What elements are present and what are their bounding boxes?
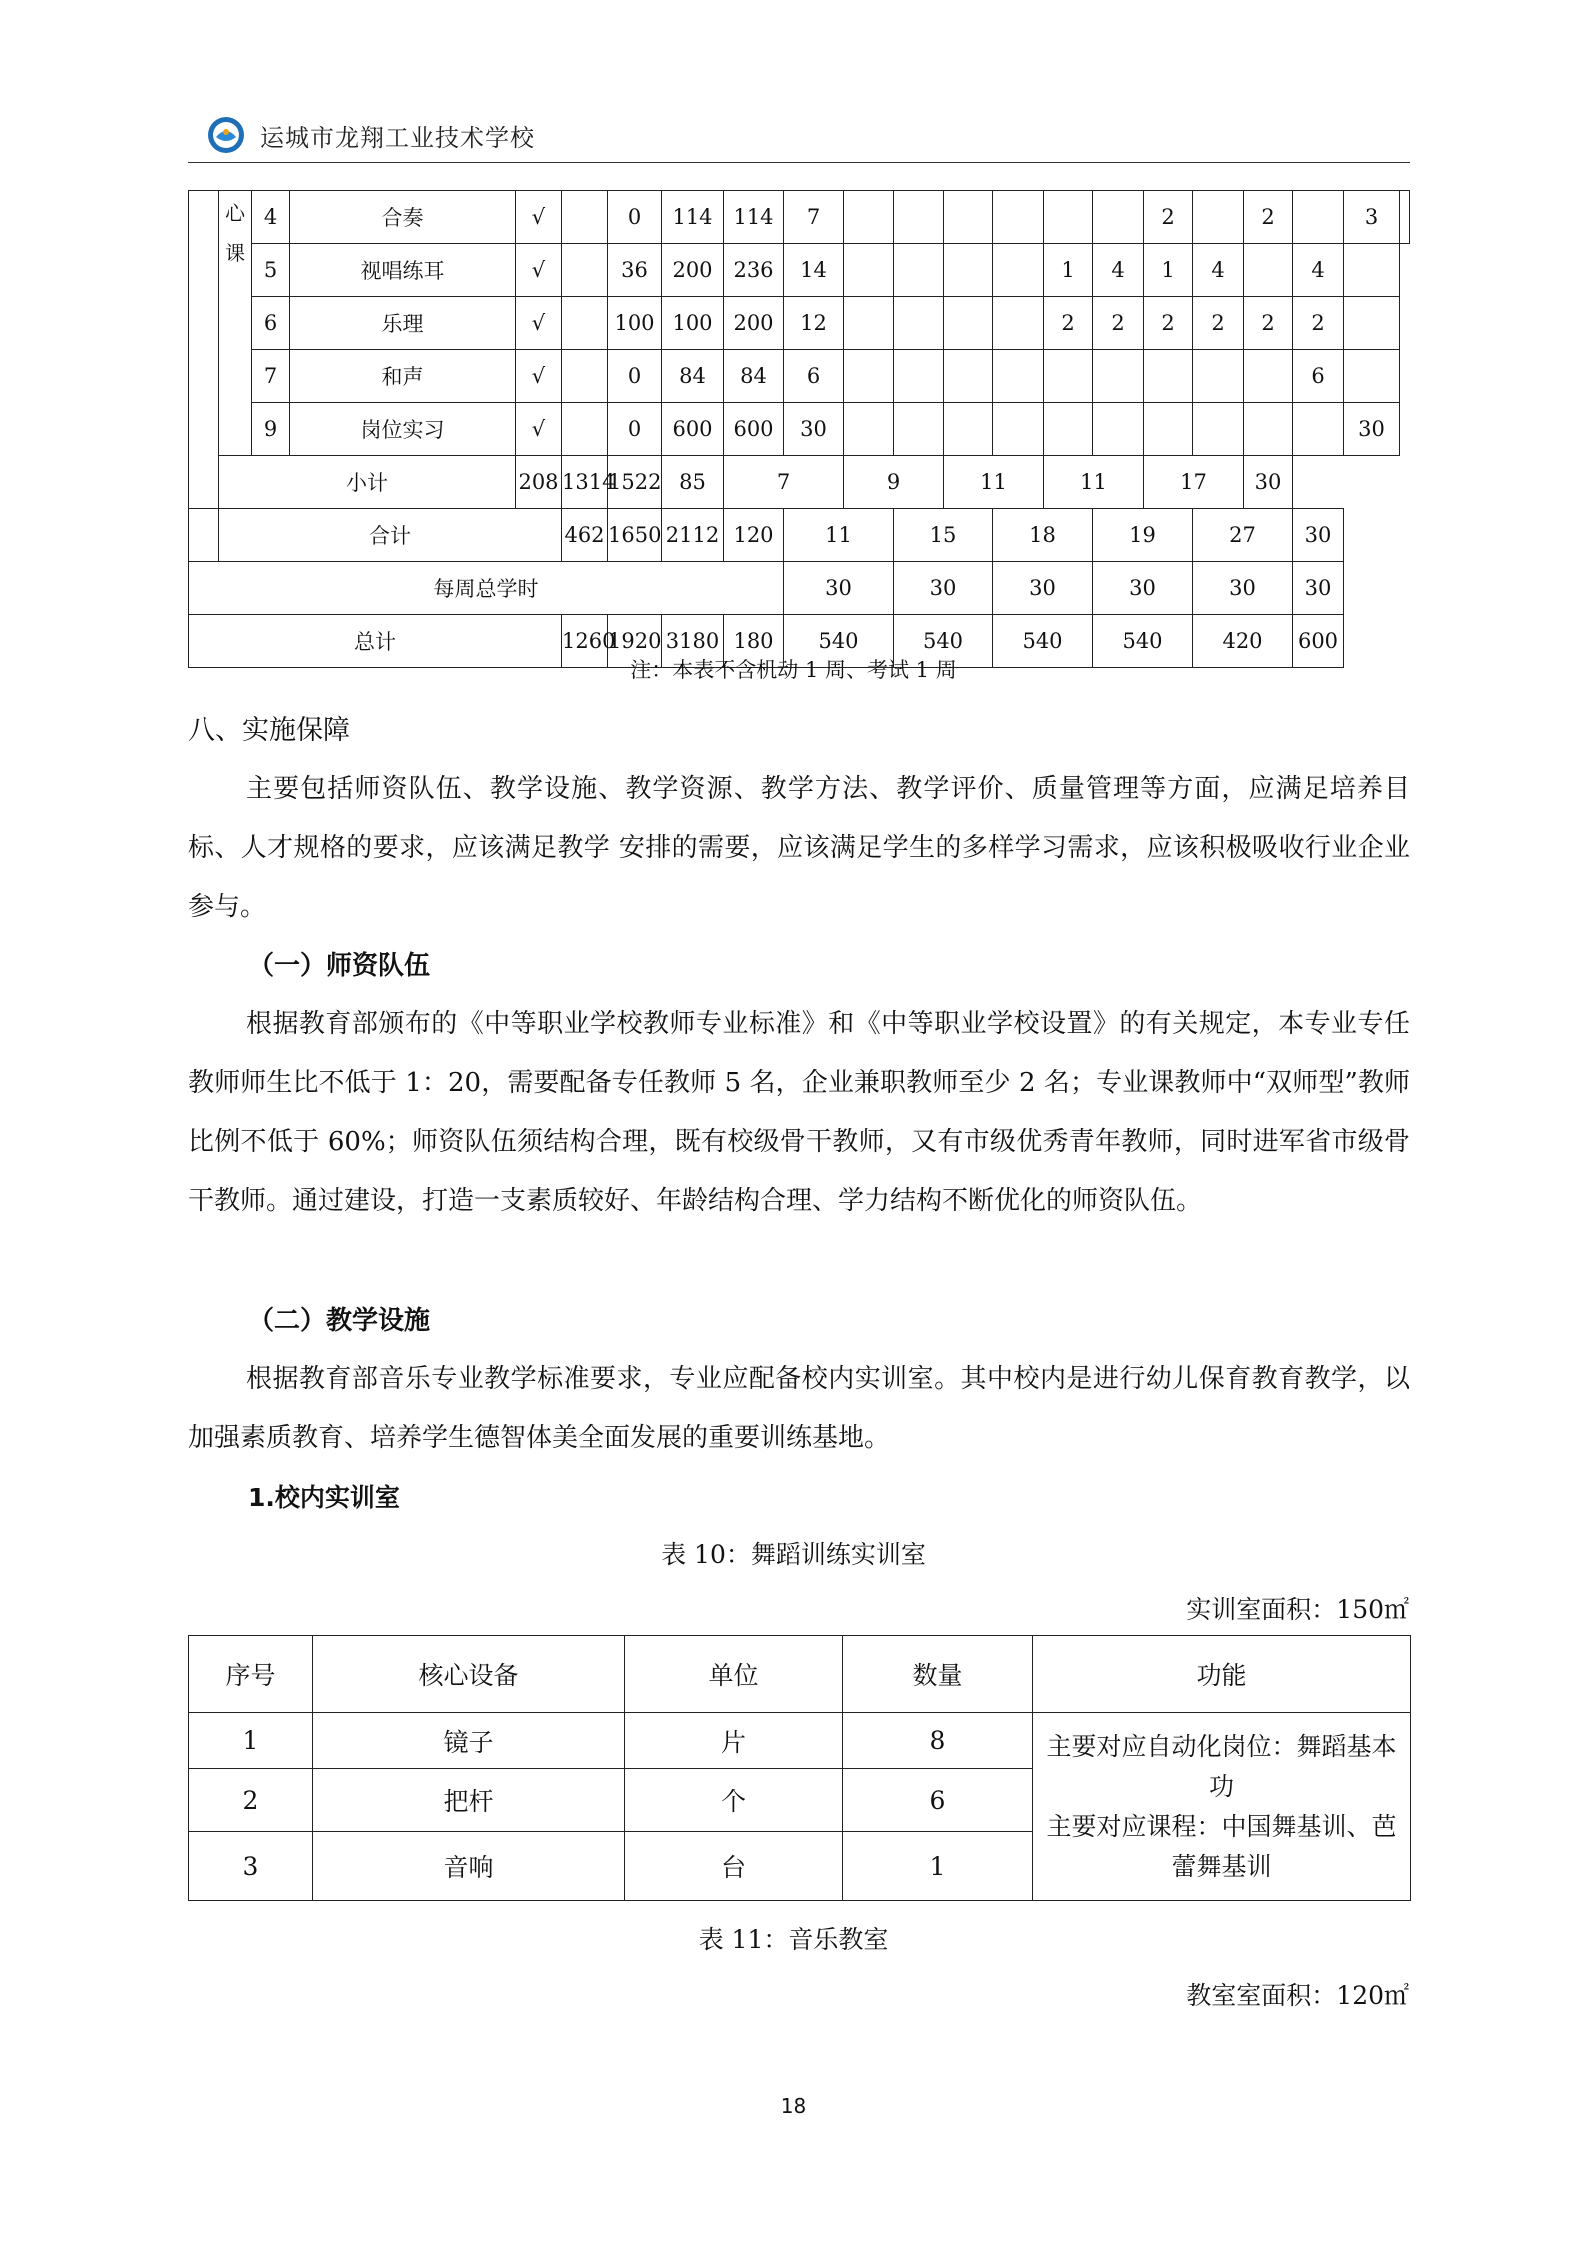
table-cell: 4 (1193, 244, 1244, 297)
table-cell: 4 (252, 191, 290, 244)
table-cell: 100 (608, 297, 662, 350)
table-cell (844, 350, 894, 403)
table-cell (1344, 350, 1400, 403)
subsection-teachers-text: 根据教育部颁布的《中等职业学校教师专业标准》和《中等职业学校设置》的有关规定，本专业专任教师师生比不低于 1：20，需要配备专任教师 5 名，企业兼职教师至少 2 名；专业课教师中“双师型”教师比例不低于 60%；师资队伍须结构合理，既有校级骨干教师，又有市级优秀青年教师，同时进军省市级骨干教师。通过建设，打造一支素质较好、年龄结构合理、学力结构不断优化的师资队伍。 (188, 1009, 1410, 1216)
dance-room-table (188, 1635, 1411, 1901)
total-label: 合计 (219, 509, 562, 562)
table-cell (1193, 191, 1244, 244)
course-name: 岗位实习 (290, 403, 516, 456)
table11-caption: 表 11：音乐教室 (698, 1925, 889, 1954)
table-cell: 30 (1093, 562, 1193, 615)
table-cell: 6 (843, 1769, 1033, 1832)
table-cell: 600 (724, 403, 784, 456)
table-cell: 2 (1193, 297, 1244, 350)
table-cell (894, 350, 944, 403)
table-cell: 114 (724, 191, 784, 244)
table-cell (993, 350, 1044, 403)
table-cell: √ (516, 297, 562, 350)
section-title: 八、实施保障 (188, 715, 350, 746)
column-header: 数量 (843, 1636, 1033, 1713)
table-cell (993, 191, 1044, 244)
table-cell (1044, 350, 1093, 403)
table-cell (1400, 191, 1410, 244)
table-cell: 1650 (608, 509, 662, 562)
subsection-facilities-title: （二）教学设施 (248, 1306, 431, 1336)
table-cell: 600 (1293, 615, 1344, 668)
table-cell (1093, 403, 1144, 456)
table-cell: 8 (843, 1713, 1033, 1769)
table-cell: 30 (1244, 456, 1293, 509)
category-cell: 心课 (219, 191, 252, 456)
table-cell: 11 (1044, 456, 1144, 509)
table-cell: 30 (1293, 562, 1344, 615)
table-cell: 2 (1093, 297, 1144, 350)
subtotal-row (189, 456, 1410, 509)
equipment-row (189, 1713, 1411, 1769)
table-cell: 120 (724, 509, 784, 562)
table-cell: 11 (784, 509, 894, 562)
table-cell: 1 (189, 1713, 313, 1769)
table-cell: 208 (516, 456, 562, 509)
table-cell (844, 244, 894, 297)
table-cell: 4 (1093, 244, 1144, 297)
table-cell: 片 (625, 1713, 843, 1769)
table-cell: 462 (562, 509, 608, 562)
table-cell: 1920 (608, 615, 662, 668)
page-header (188, 110, 1410, 163)
table-cell: √ (516, 191, 562, 244)
table-cell (993, 403, 1044, 456)
table-cell (1093, 350, 1144, 403)
page-number: 18 (780, 2094, 807, 2118)
table-cell: 6 (252, 297, 290, 350)
table-header-row (189, 1636, 1411, 1713)
table-cell: 85 (662, 456, 724, 509)
table-cell: 7 (724, 456, 844, 509)
table-cell (944, 350, 993, 403)
function-line: 主要对应自动化岗位：舞蹈基本功 (1046, 1731, 1397, 1801)
column-header: 核心设备 (313, 1636, 625, 1713)
table-cell: 0 (608, 403, 662, 456)
table-cell: 84 (724, 350, 784, 403)
table-cell (1293, 403, 1344, 456)
table-cell (844, 297, 894, 350)
table-cell: 音响 (313, 1832, 625, 1901)
table-cell: 1314 (562, 456, 608, 509)
table-cell: 36 (608, 244, 662, 297)
table11-area: 教室室面积：120㎡ (1186, 1981, 1409, 2010)
table-cell (1044, 403, 1093, 456)
table-cell: 200 (724, 297, 784, 350)
table-cell (944, 297, 993, 350)
table-cell: 2 (189, 1769, 313, 1832)
table-cell: 2 (1244, 297, 1293, 350)
table-cell (1344, 297, 1400, 350)
table-cell: 2 (1144, 191, 1193, 244)
table-cell: 1 (1144, 244, 1193, 297)
table-cell: 17 (1144, 456, 1244, 509)
table-cell: 19 (1093, 509, 1193, 562)
table-cell: 30 (1193, 562, 1293, 615)
table-cell: 6 (784, 350, 844, 403)
table-cell: 7 (252, 350, 290, 403)
weekly-hours-row (189, 562, 1410, 615)
table-cell (844, 403, 894, 456)
table-cell (562, 191, 608, 244)
table-cell: 3 (189, 1832, 313, 1901)
table-cell: 0 (608, 350, 662, 403)
course-name: 乐理 (290, 297, 516, 350)
subsection-facilities-text: 根据教育部音乐专业教学标准要求，专业应配备校内实训室。其中校内是进行幼儿保育教育教学，以加强素质教育、培养学生德智体美全面发展的重要训练基地。 (188, 1364, 1410, 1453)
table-cell: 把杆 (313, 1769, 625, 1832)
course-row (189, 244, 1410, 297)
table-cell (1244, 350, 1293, 403)
table-cell: 6 (1293, 350, 1344, 403)
course-row (189, 350, 1410, 403)
table10-caption: 表 10：舞蹈训练实训室 (661, 1540, 926, 1569)
table-cell: 84 (662, 350, 724, 403)
table-cell: 1 (1044, 244, 1093, 297)
table-cell (1293, 191, 1344, 244)
table-cell: 30 (894, 562, 993, 615)
table-cell: 1260 (562, 615, 608, 668)
table-cell: 1522 (608, 456, 662, 509)
table-cell: 个 (625, 1769, 843, 1832)
function-cell (1033, 1713, 1411, 1901)
table-cell (562, 244, 608, 297)
course-name: 和声 (290, 350, 516, 403)
table-cell: 5 (252, 244, 290, 297)
table-cell: 27 (1193, 509, 1293, 562)
table-note: 注：本表不含机动 1 周、考试 1 周 (630, 658, 957, 682)
table-cell: √ (516, 403, 562, 456)
course-table (188, 190, 1410, 668)
table-cell: 14 (784, 244, 844, 297)
table-cell: 540 (784, 615, 894, 668)
table-cell (894, 297, 944, 350)
table-cell: 30 (784, 562, 894, 615)
table-cell: 3 (1344, 191, 1400, 244)
total-row (189, 509, 1410, 562)
table-cell (1144, 350, 1193, 403)
table-cell (1344, 244, 1400, 297)
table-cell (944, 244, 993, 297)
table-cell (894, 244, 944, 297)
column-header: 功能 (1033, 1636, 1411, 1713)
table-cell: 镜子 (313, 1713, 625, 1769)
function-line: 主要对应课程：中国舞基训、芭蕾舞基训 (1046, 1811, 1397, 1881)
table-cell: 200 (662, 244, 724, 297)
school-logo-icon (206, 115, 246, 155)
table-cell: √ (516, 244, 562, 297)
table-cell: 4 (1293, 244, 1344, 297)
table-cell: 236 (724, 244, 784, 297)
table-cell (1093, 191, 1144, 244)
table-cell: 3180 (662, 615, 724, 668)
table-cell: 30 (784, 403, 844, 456)
table-cell: 9 (844, 456, 944, 509)
table-cell (894, 191, 944, 244)
table-cell: 100 (662, 297, 724, 350)
table-cell: 30 (993, 562, 1093, 615)
table-cell: √ (516, 350, 562, 403)
column-header: 序号 (189, 1636, 313, 1713)
table-cell (993, 244, 1044, 297)
table-cell: 7 (784, 191, 844, 244)
table-cell: 18 (993, 509, 1093, 562)
table-cell: 540 (993, 615, 1093, 668)
subsection-teachers-title: （一）师资队伍 (248, 951, 431, 981)
table-cell (1244, 403, 1293, 456)
table-cell: 540 (1093, 615, 1193, 668)
section-intro: 主要包括师资队伍、教学设施、教学资源、教学方法、教学评价、质量管理等方面，应满足培养目标、人才规格的要求，应该满足教学 安排的需要，应该满足学生的多样学习需求，应该积极吸收行业企业参与。 (188, 774, 1410, 922)
table-cell (562, 350, 608, 403)
grand-total-label: 总计 (189, 615, 562, 668)
table-cell: 30 (1344, 403, 1400, 456)
table-cell: 540 (894, 615, 993, 668)
school-name: 运城市龙翔工业技术学校 (260, 124, 535, 152)
table-cell: 2 (1244, 191, 1293, 244)
table-cell (944, 403, 993, 456)
subtotal-label: 小计 (219, 456, 516, 509)
table-cell: 11 (944, 456, 1044, 509)
table-cell (993, 297, 1044, 350)
course-row (189, 191, 1410, 244)
column-header: 单位 (625, 1636, 843, 1713)
table-cell (1193, 403, 1244, 456)
table-cell (562, 403, 608, 456)
table-cell (894, 403, 944, 456)
table-cell: 1 (843, 1832, 1033, 1901)
blank-cell (189, 509, 219, 562)
table-cell (1244, 244, 1293, 297)
table-cell (1044, 191, 1093, 244)
subsection-training-rooms-title: 1.校内实训室 (248, 1483, 400, 1512)
course-name: 视唱练耳 (290, 244, 516, 297)
weekly-hours-label: 每周总学时 (189, 562, 784, 615)
table-cell: 30 (1293, 509, 1344, 562)
table-cell: 180 (724, 615, 784, 668)
course-row (189, 403, 1410, 456)
table-cell: 15 (894, 509, 993, 562)
course-name: 合奏 (290, 191, 516, 244)
table-cell (844, 191, 894, 244)
table-cell: 0 (608, 191, 662, 244)
table-cell: 114 (662, 191, 724, 244)
table-cell: 2 (1044, 297, 1093, 350)
table-cell: 台 (625, 1832, 843, 1901)
table-cell: 2 (1293, 297, 1344, 350)
table-cell: 600 (662, 403, 724, 456)
course-row (189, 297, 1410, 350)
table-cell: 12 (784, 297, 844, 350)
table-cell: 9 (252, 403, 290, 456)
table10-area: 实训室面积：150㎡ (1186, 1595, 1409, 1624)
table-cell (1144, 403, 1193, 456)
table-cell: 420 (1193, 615, 1293, 668)
table-cell (944, 191, 993, 244)
table-cell (562, 297, 608, 350)
category-cell-outer (189, 191, 219, 509)
table-cell: 2 (1144, 297, 1193, 350)
table-cell: 2112 (662, 509, 724, 562)
table-cell (1193, 350, 1244, 403)
